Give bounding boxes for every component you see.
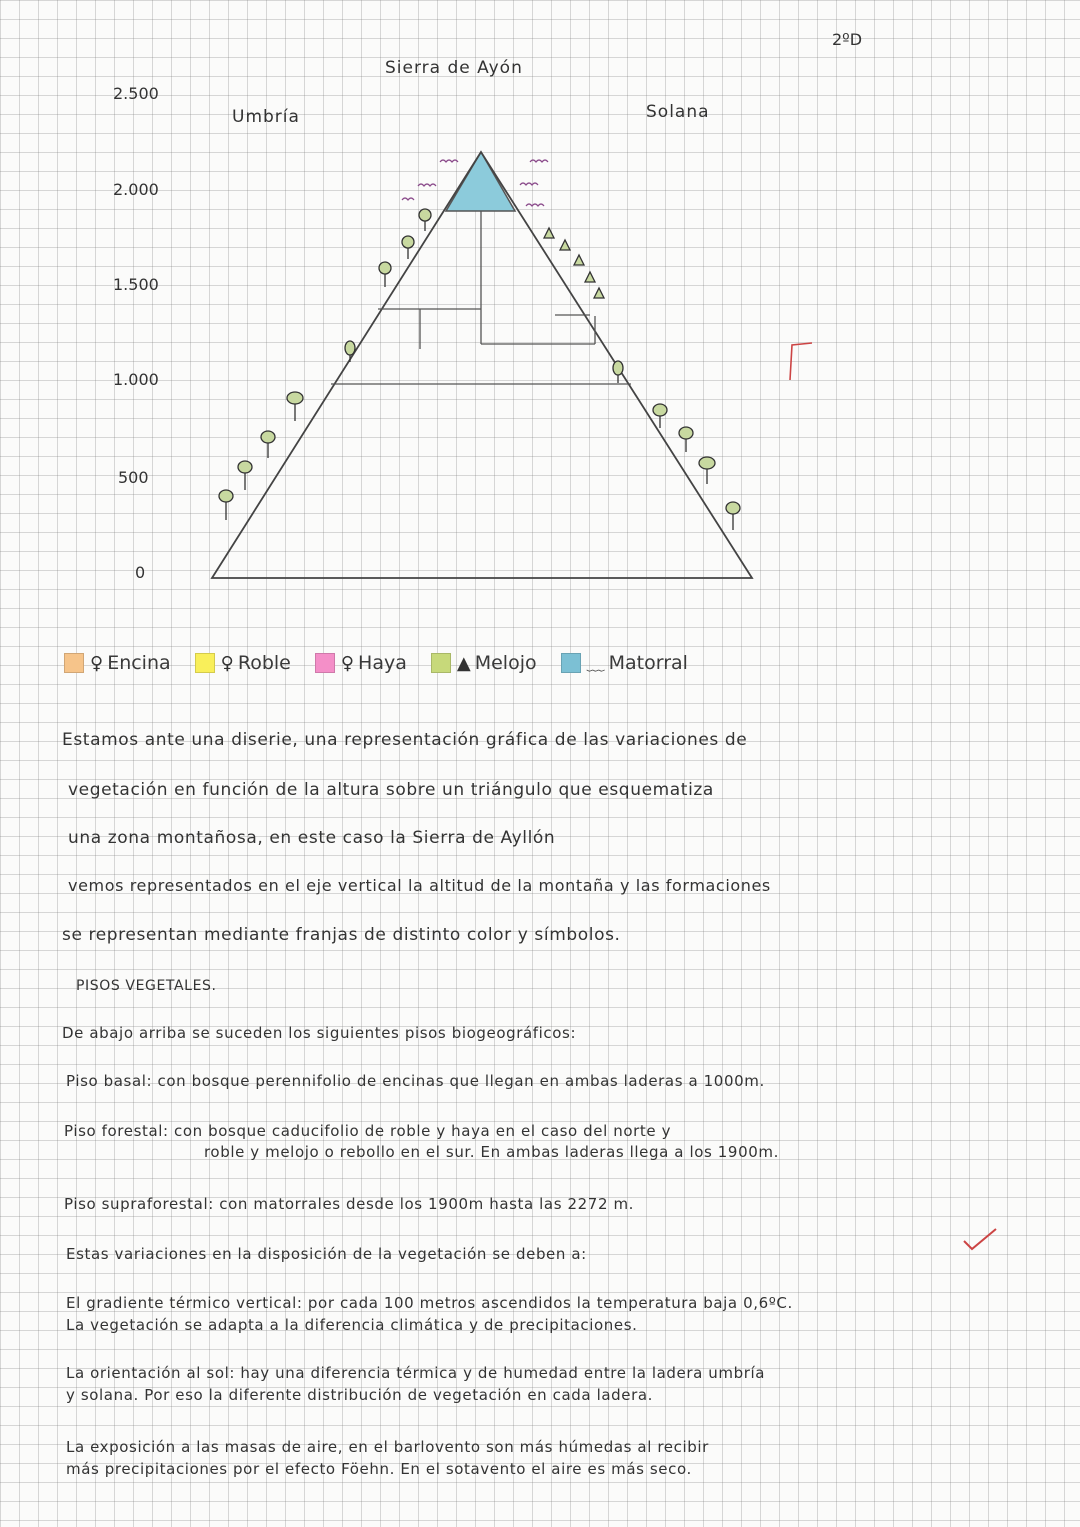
- legend-item: [431, 652, 537, 674]
- legend-swatch: [431, 653, 451, 673]
- text-line: La vegetación se adapta a la diferencia climática y de precipitaciones.: [66, 1316, 638, 1334]
- check-icon: [960, 1225, 1000, 1255]
- text-line: Piso basal: con bosque perennifolio de encinas que llegan en ambas laderas a 1000m.: [66, 1072, 765, 1090]
- text-line: Piso forestal: con bosque caducifolio de roble y haya en el caso del norte y: [64, 1122, 672, 1140]
- legend-label: Melojo: [474, 652, 537, 674]
- tree-icon: [238, 461, 252, 490]
- text-line: vegetación en función de la altura sobre un triángulo que esquematiza: [68, 780, 714, 800]
- text-line: La orientación al sol: hay una diferencia térmica y de humedad entre la ladera umbría: [66, 1364, 766, 1382]
- text-line: Estas variaciones en la disposición de la vegetación se deben a:: [66, 1245, 587, 1263]
- text-line: La exposición a las masas de aire, en el barlovento son más húmedas al recibir: [66, 1438, 709, 1456]
- tree-icon: [287, 392, 303, 421]
- text-line: Piso supraforestal: con matorrales desde los 1900m hasta las 2272 m.: [64, 1195, 635, 1213]
- tree-icon: ▲: [456, 652, 471, 674]
- side-label-solana: Solana: [646, 102, 710, 122]
- mountain-diagram: [0, 0, 1080, 640]
- shrub-icon: ﹏: [586, 654, 605, 675]
- altitude-label: 1.000: [113, 370, 159, 389]
- text-line: más precipitaciones por el efecto Föehn. En el sotavento el aire es más seco.: [66, 1460, 692, 1478]
- altitude-label: 2.000: [113, 180, 159, 199]
- text-line: roble y melojo o rebollo en el sur. En ambas laderas llega a los 1900m.: [204, 1143, 779, 1161]
- legend: [64, 650, 712, 676]
- legend-swatch: [195, 653, 215, 673]
- tree-icon: [261, 431, 275, 458]
- text-line: vemos representados en el eje vertical la altitud de la montaña y las formaciones: [68, 876, 771, 895]
- side-label-umbria: Umbría: [232, 107, 300, 127]
- text-line: una zona montañosa, en este caso la Sierra de Ayllón: [68, 828, 556, 848]
- tree-icon: ♀: [220, 652, 234, 674]
- altitude-label: 2.500: [113, 84, 159, 103]
- mountain-outline: [212, 152, 752, 578]
- tree-icon: ♀: [90, 652, 104, 674]
- tree-icon: ♀: [340, 652, 355, 674]
- altitude-label: 0: [135, 563, 146, 582]
- text-line: De abajo arriba se suceden los siguientes pisos biogeográficos:: [62, 1024, 577, 1042]
- text-line: El gradiente térmico vertical: por cada 100 metros ascendidos la temperatura baja 0,6ºC.: [66, 1294, 793, 1312]
- tree-icon: [699, 457, 715, 484]
- tree-icon: [594, 288, 604, 298]
- tree-icon: [574, 255, 584, 265]
- altitude-label: 500: [118, 468, 149, 487]
- legend-label: Roble: [237, 652, 291, 674]
- legend-item: [64, 652, 171, 674]
- tree-icon: [402, 236, 414, 259]
- section-heading: PISOS VEGETALES.: [76, 978, 217, 994]
- altitude-label: 1.500: [113, 275, 159, 294]
- page-number: 2ºD: [832, 30, 863, 49]
- text-line: y solana. Por eso la diferente distribución de vegetación en cada ladera.: [66, 1386, 654, 1404]
- tree-icon: [560, 240, 570, 250]
- tree-icon: [379, 262, 391, 287]
- tree-icon: [219, 490, 233, 520]
- legend-item: [195, 652, 291, 674]
- legend-label: Encina: [107, 652, 171, 674]
- tree-icon: [613, 361, 623, 383]
- legend-swatch: [561, 653, 581, 673]
- diagram-title: Sierra de Ayón: [385, 58, 523, 78]
- legend-swatch: [64, 653, 84, 673]
- legend-swatch: [315, 653, 335, 673]
- tree-icon: [679, 427, 693, 452]
- text-line: se representan mediante franjas de distinto color y símbolos.: [62, 925, 621, 945]
- legend-label: Haya: [358, 652, 407, 674]
- tree-icon: [585, 272, 595, 282]
- tree-icon: [345, 341, 355, 362]
- tree-icon: [726, 502, 740, 530]
- legend-item: [561, 650, 688, 676]
- legend-item: [315, 652, 407, 674]
- text-line: Estamos ante una diserie, una representación gráfica de las variaciones de: [62, 730, 748, 750]
- legend-label: Matorral: [608, 652, 688, 674]
- tree-icon: [419, 209, 431, 231]
- tree-icon: [544, 228, 554, 238]
